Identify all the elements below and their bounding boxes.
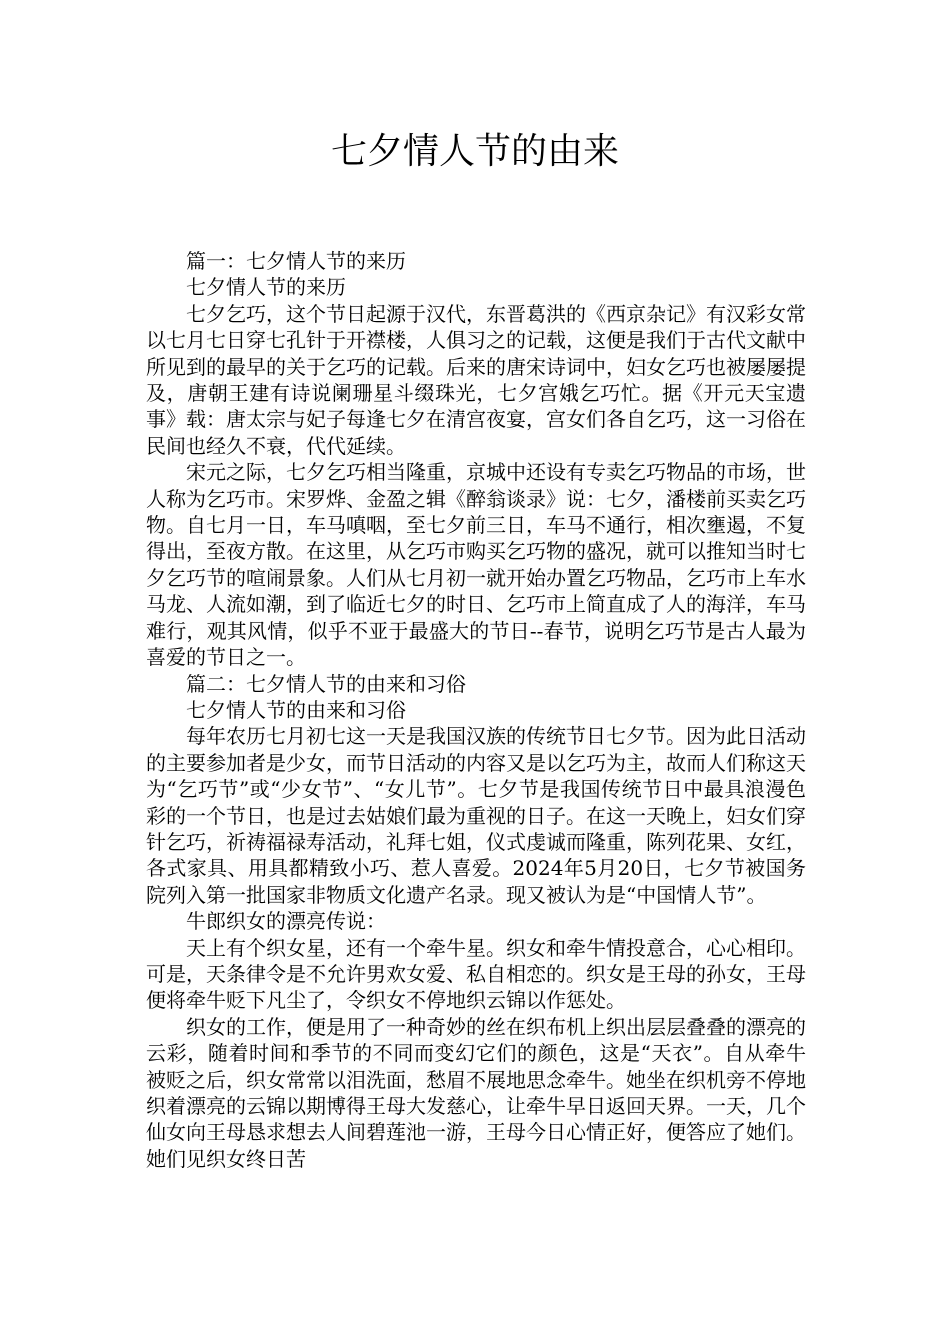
paragraph-subheading-legend: 牛郎织女的漂亮传说： (186, 909, 386, 934)
document-body (146, 248, 806, 1172)
paragraph: 七夕乞巧，这个节日起源于汉代，东晋葛洪的《西京杂记》有汉彩女常以七月七日穿七孔针于开襟楼，人俱习之的记载，这便是我们于古代文献中所见到的最早的关于乞巧的记载。后来的唐宋诗词中，妇女乞巧也被屡屡提及，唐朝王建有诗说阑珊星斗缀珠光，七夕宫娥乞巧忙。据《开元天宝遗事》载：唐太宗与妃子每逢七夕在清宫夜宴，宫女们各自乞巧，这一习俗在民间也经久不衰，代代延续。 (146, 301, 806, 458)
paragraph-heading-part-one: 篇一：七夕情人节的来历 (186, 249, 406, 273)
document-title: 七夕情人节的由来 (330, 131, 619, 172)
paragraph: 织女的工作，便是用了一种奇妙的丝在织布机上织出层层叠叠的漂亮的云彩，随着时间和季节的不同而变幻它们的颜色，这是“天衣”。自从牵牛被贬之后，织女常常以泪洗面，愁眉不展地思念牵牛。她坐在织机旁不停地织着漂亮的云锦以期博得王母大发慈心，让牵牛早日返回天界。一天，几个仙女向王母恳求想去人间碧莲池一游，王母今日心情正好，便答应了她们。她们见织女终日苦 (146, 1014, 806, 1171)
paragraph-heading-part-two: 篇二：七夕情人节的由来和习俗 (186, 671, 466, 696)
paragraph-subheading-customs: 七夕情人节的由来和习俗 (186, 697, 406, 722)
paragraph-subheading-origin: 七夕情人节的来历 (186, 275, 346, 300)
paragraph: 每年农历七月初七这一天是我国汉族的传统节日七夕节。因为此日活动的主要参加者是少女，而节日活动的内容又是以乞巧为主，故而人们称这天为“乞巧节”或“少女节”、“女儿节”。七夕节是我国传统节日中最具浪漫色彩的一个节日，也是过去姑娘们最为重视的日子。在这一天晚上，妇女们穿针乞巧，祈祷福禄寿活动，礼拜七姐，仪式虔诚而隆重，陈列花果、女红，各式家具、用具都精致小巧、惹人喜爱。2024年5月20日，七夕节被国务院列入第一批国家非物质文化遗产名录。现又被认为是“中国情人节”。 (146, 724, 806, 907)
paragraph: 天上有个织女星，还有一个牵牛星。织女和牵牛情投意合，心心相印。可是，天条律令是不允许男欢女爱、私自相恋的。织女是王母的孙女，王母便将牵牛贬下凡尘了，令织女不停地织云锦以作惩处。 (146, 935, 806, 1013)
paragraph: 宋元之际，七夕乞巧相当隆重，京城中还设有专卖乞巧物品的市场，世人称为乞巧市。宋罗烨、金盈之辑《醉翁谈录》说：七夕，潘楼前买卖乞巧物。自七月一日，车马嗔咽，至七夕前三日，车马不通行，相次壅遏，不复得出，至夜方散。在这里，从乞巧市购买乞巧物的盛况，就可以推知当时七夕乞巧节的喧闹景象。人们从七月初一就开始办置乞巧物品，乞巧市上车水马龙、人流如潮，到了临近七夕的时日、乞巧市上简直成了人的海洋，车马难行，观其风情，似乎不亚于最盛大的节日--春节，说明乞巧节是古人最为喜爱的节日之一。 (146, 460, 806, 670)
